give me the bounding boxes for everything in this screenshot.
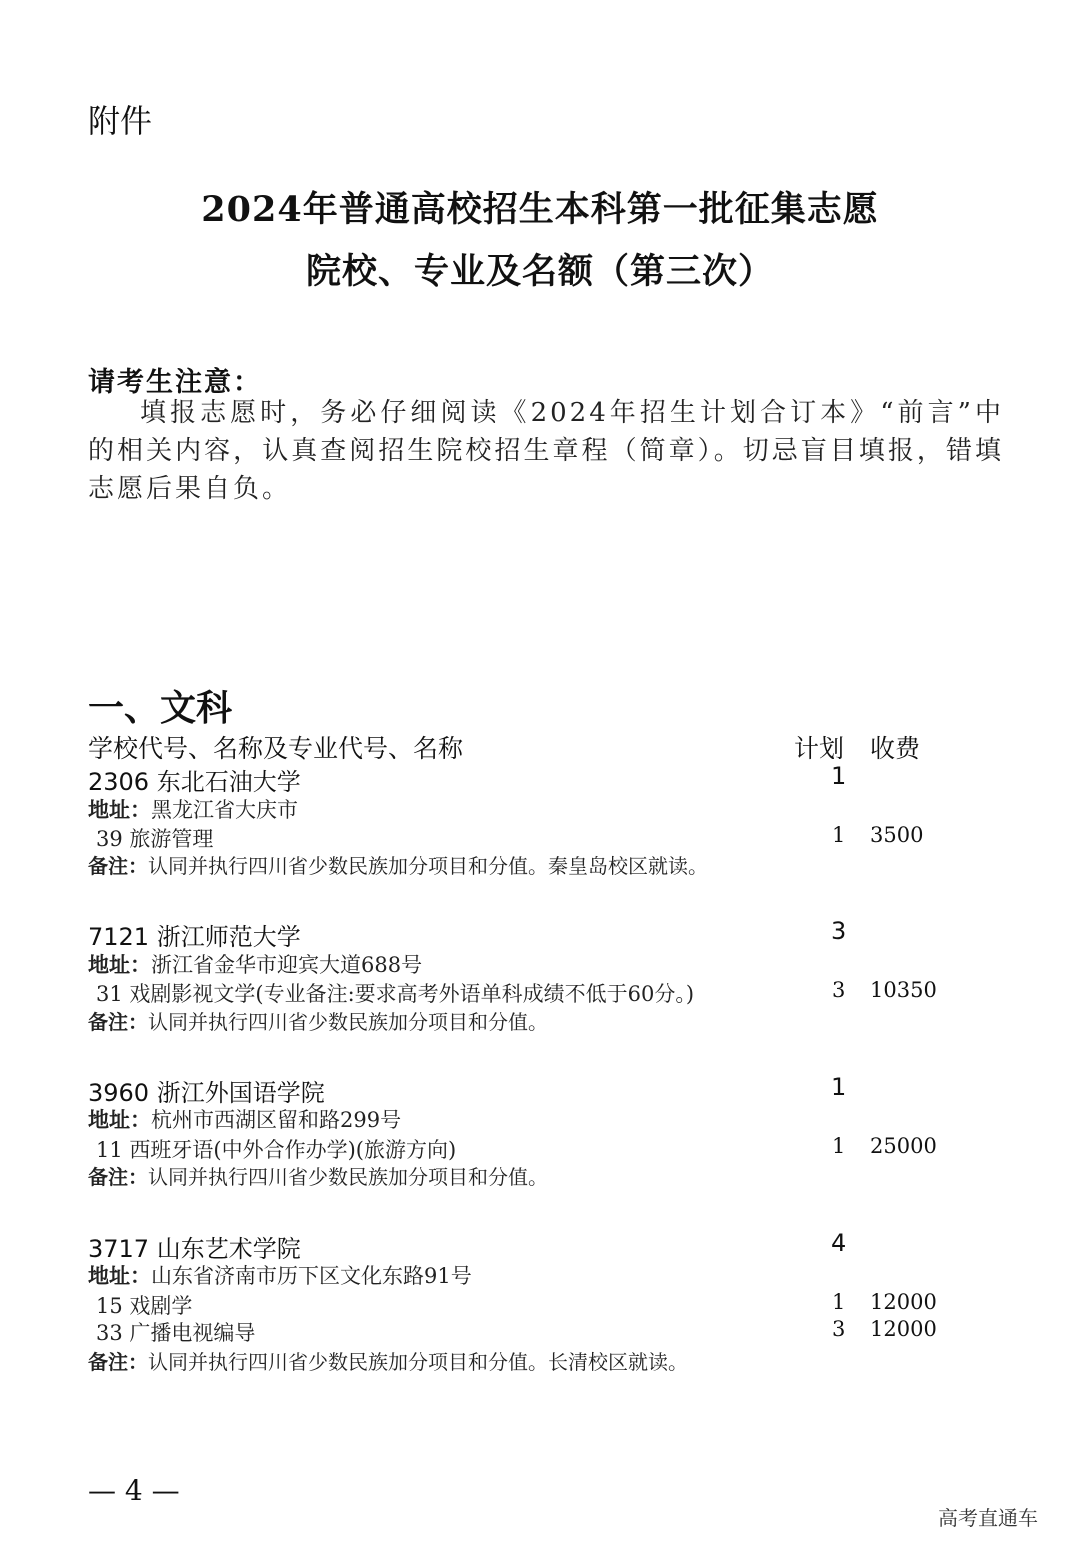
major-name: 15 戏剧学 [96, 1294, 193, 1318]
school-note [88, 1161, 548, 1190]
school-name: 7121 浙江师范大学 [88, 923, 301, 951]
major-plan: 3 [832, 1317, 846, 1341]
note-label: 备注： [88, 1010, 148, 1034]
major-plan: 1 [832, 1134, 846, 1158]
school-note [88, 1006, 548, 1035]
notice-heading: 请考生注意： [88, 367, 262, 398]
school-name: 3960 浙江外国语学院 [88, 1079, 325, 1107]
major-plan: 3 [832, 978, 846, 1002]
major-name: 39 旅游管理 [96, 827, 214, 851]
note-value: 认同并执行四川省少数民族加分项目和分值。 [148, 1165, 548, 1189]
school-plan: 4 [831, 1229, 847, 1257]
address-label: 地址： [88, 1107, 151, 1132]
school-address [88, 949, 422, 979]
address-value: 杭州市西湖区留和路299号 [151, 1108, 402, 1132]
document-title-line1: 2024年普通高校招生本科第一批征集志愿 [201, 189, 879, 230]
note-label: 备注： [88, 854, 148, 878]
school-note [88, 850, 708, 879]
major-name: 11 西班牙语(中外合作办学)(旅游方向) [96, 1138, 457, 1162]
address-label: 地址： [88, 952, 151, 977]
watermark-text: 高考直通车 [938, 1506, 1038, 1530]
major-plan: 1 [832, 823, 846, 847]
major-fee: 3500 [870, 823, 924, 847]
major-fee: 12000 [870, 1290, 937, 1314]
section-title: 一、文科 [88, 688, 233, 729]
school-plan: 1 [831, 762, 847, 790]
school-address [88, 794, 298, 824]
notice-body: 填报志愿时，务必仔细阅读《2024年招生计划合订本》“前言”中的相关内容，认真查阅招生院校招生章程（简章）。切忌盲目填报，错填志愿后果自负。 [88, 398, 1004, 504]
address-value: 黑龙江省大庆市 [151, 798, 298, 822]
major-plan: 1 [832, 1290, 846, 1314]
address-value: 山东省济南市历下区文化东路91号 [151, 1264, 472, 1288]
page-number: — 4 — [88, 1474, 180, 1507]
note-label: 备注： [88, 1165, 148, 1189]
school-note [88, 1346, 688, 1375]
note-value: 认同并执行四川省少数民族加分项目和分值。 [148, 1010, 548, 1034]
note-value: 认同并执行四川省少数民族加分项目和分值。长清校区就读。 [148, 1350, 688, 1374]
major-fee: 12000 [870, 1317, 937, 1341]
attachment-label: 附件 [88, 102, 153, 140]
major-fee: 10350 [870, 978, 937, 1002]
major-name: 31 戏剧影视文学(专业备注:要求高考外语单科成绩不低于60分。) [96, 982, 695, 1006]
note-label: 备注： [88, 1350, 148, 1374]
school-address [88, 1104, 401, 1134]
address-label: 地址： [88, 1263, 151, 1288]
header-fee-column: 收费 [870, 734, 921, 763]
header-name-column: 学校代号、名称及专业代号、名称 [88, 734, 464, 763]
header-plan-column: 计划 [794, 734, 845, 763]
school-plan: 3 [831, 917, 847, 945]
major-fee: 25000 [870, 1134, 937, 1158]
document-title-line2: 院校、专业及名额（第三次） [305, 251, 774, 292]
address-label: 地址： [88, 797, 151, 822]
school-name: 3717 山东艺术学院 [88, 1235, 301, 1263]
school-name: 2306 东北石油大学 [88, 768, 301, 796]
school-address [88, 1260, 472, 1290]
major-name: 33 广播电视编导 [96, 1321, 256, 1345]
address-value: 浙江省金华市迎宾大道688号 [151, 953, 423, 977]
note-value: 认同并执行四川省少数民族加分项目和分值。秦皇岛校区就读。 [148, 854, 708, 878]
school-plan: 1 [831, 1073, 847, 1101]
